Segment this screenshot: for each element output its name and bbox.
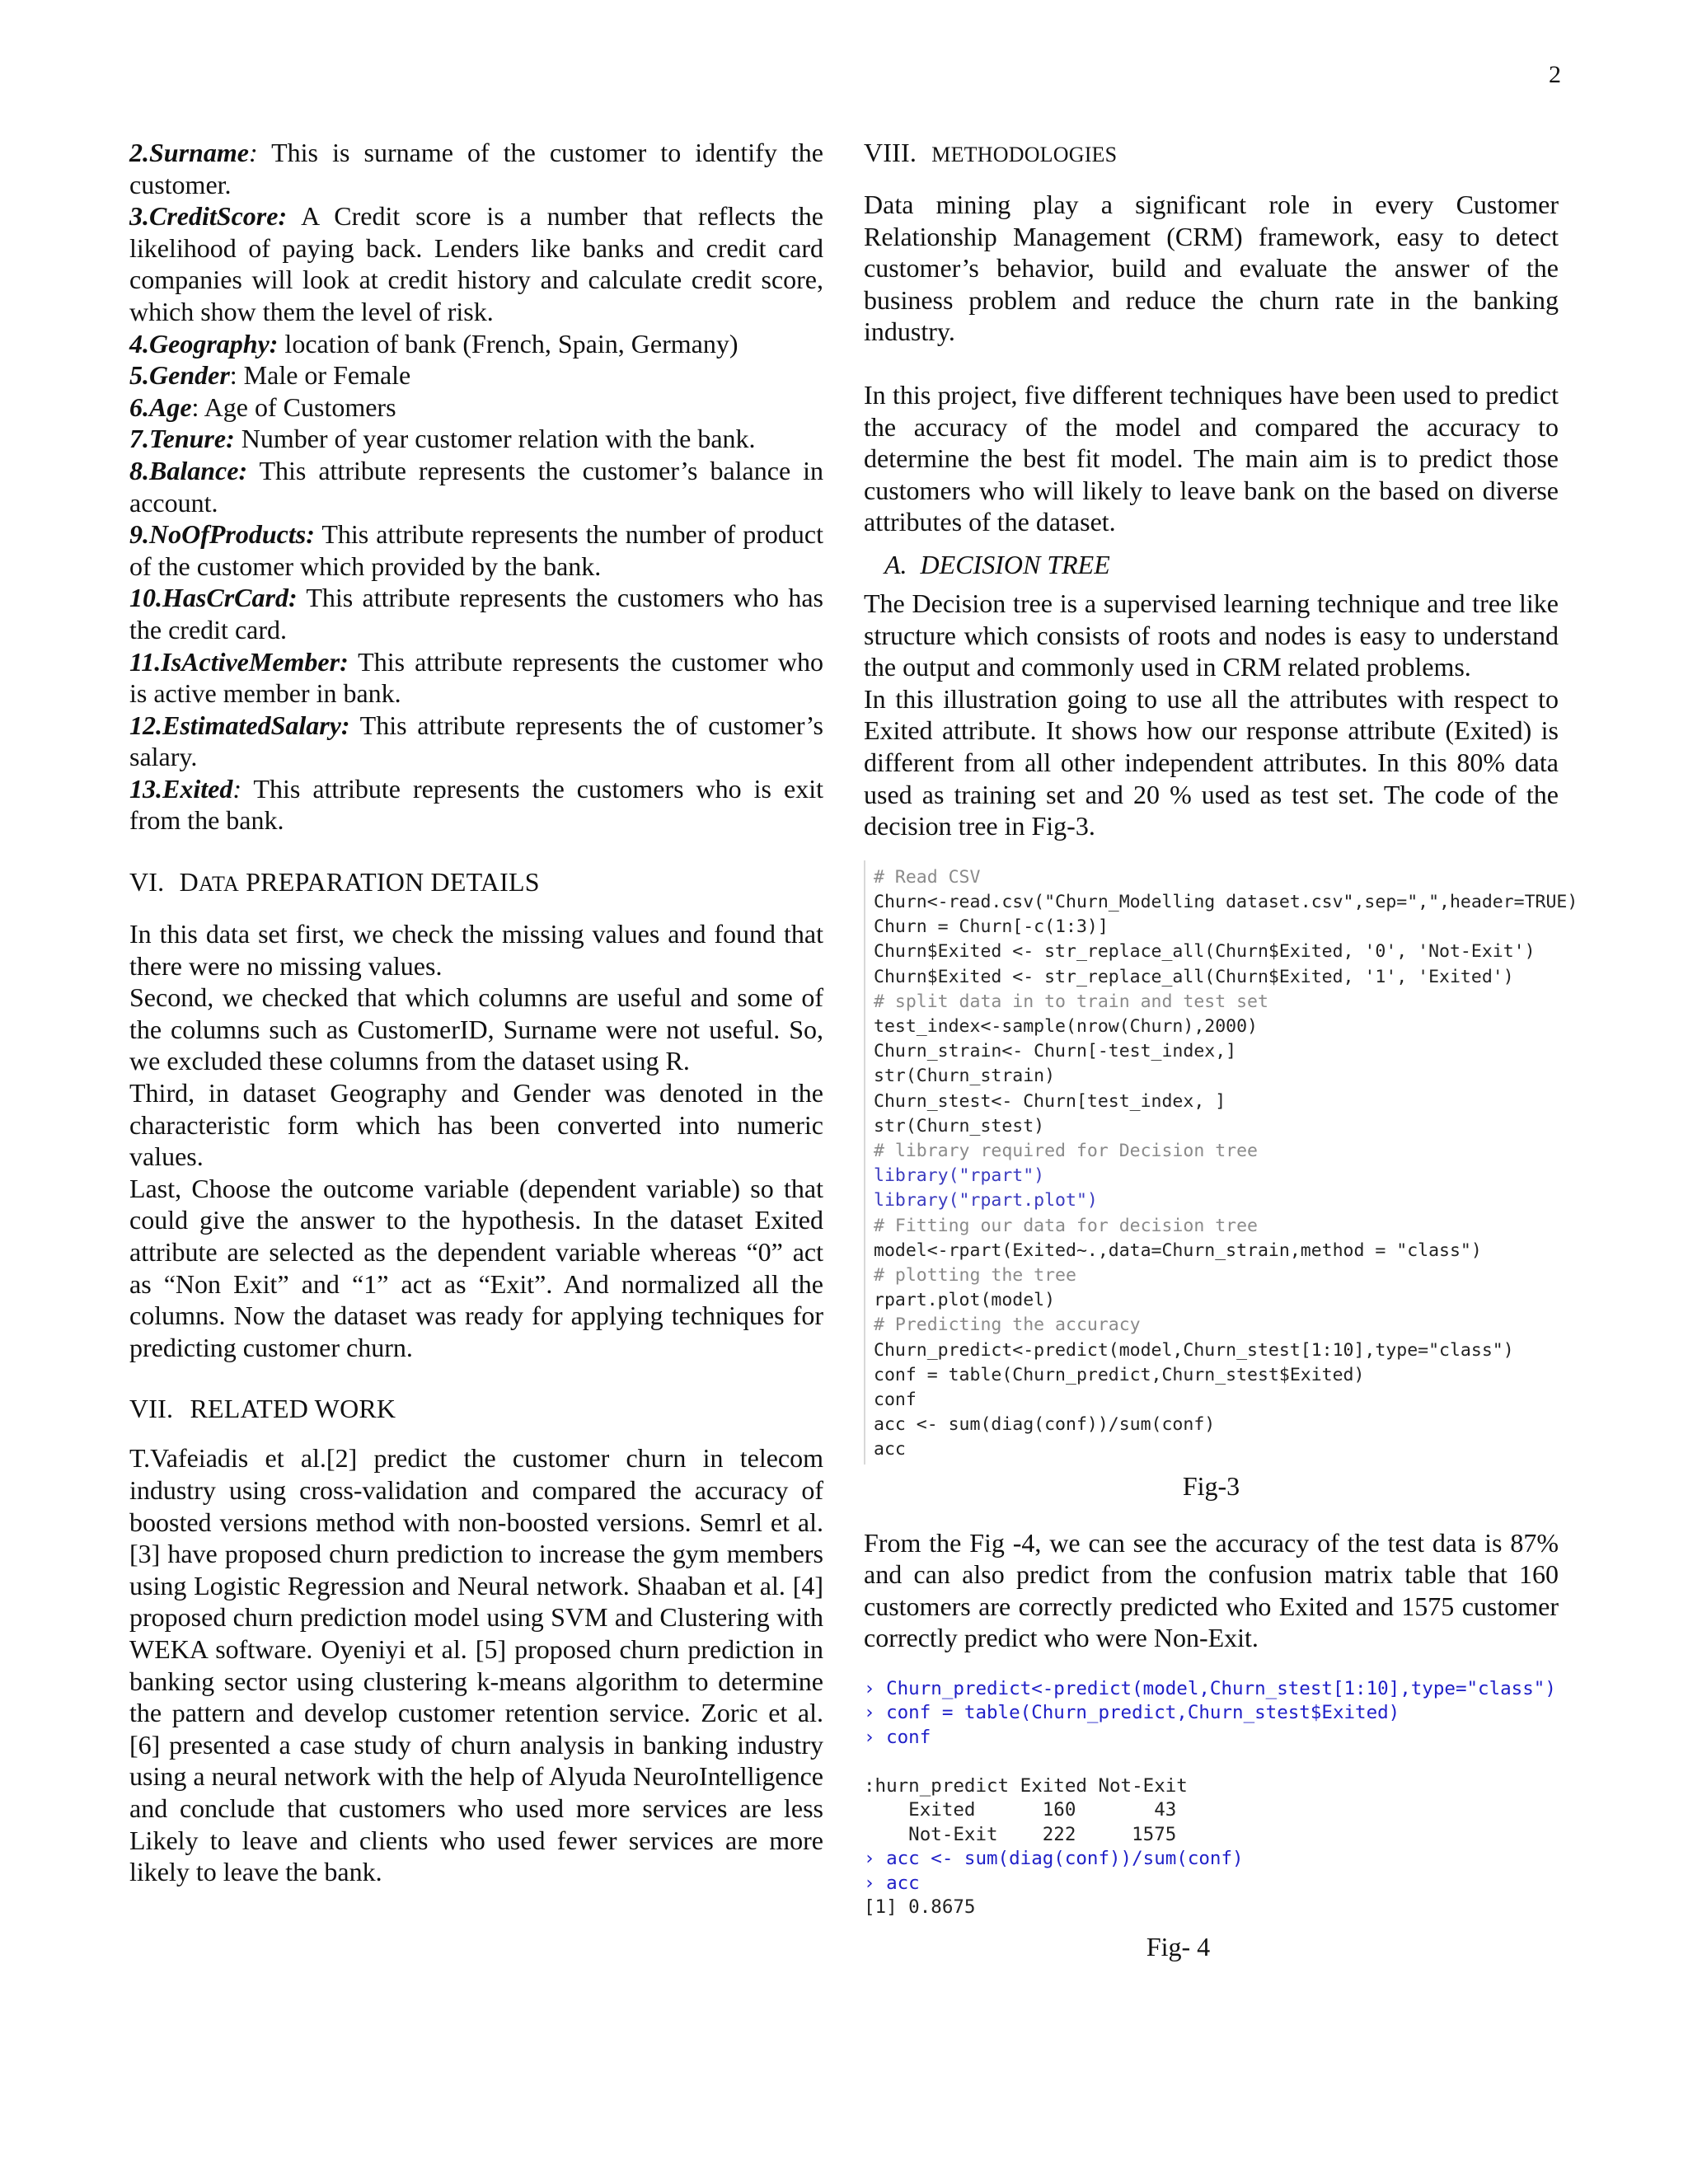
- section-number: VI.: [129, 867, 165, 898]
- code-line: Churn_predict<-predict(model,Churn_stest[1:10],type="class"): [874, 1339, 1514, 1361]
- attribute-definition: [129, 710, 823, 773]
- attribute-description: This attribute represents the customers who has the credit card.: [129, 583, 823, 644]
- attribute-name: 8.Balance:: [129, 455, 248, 485]
- attribute-description: This is surname of the customer to identify the customer.: [129, 138, 823, 199]
- code-line: rpart.plot(model): [874, 1290, 1056, 1311]
- code-comment-line: # split data in to train and test set: [874, 991, 1268, 1012]
- subsection-title: DECISION TREE: [920, 549, 1110, 579]
- attribute-definition: [129, 518, 823, 582]
- section-title: RELATED WORK: [190, 1394, 396, 1424]
- attribute-name: 6.Age: [129, 391, 192, 422]
- attribute-definition: [129, 455, 823, 518]
- code-comment-line: # Predicting the accuracy: [874, 1315, 1141, 1336]
- attribute-separator: :: [248, 138, 258, 167]
- attribute-definition: [129, 646, 823, 710]
- decision-tree-paragraph-1: The Decision tree is a supervised learning technique and tree like structure which consists of roots and nodes is easy to understand the output and commonly used in CRM related problems.: [864, 588, 1559, 682]
- attribute-description: This attribute represents the customer who is active member in bank.: [129, 646, 823, 709]
- data-preparation-paragraph: Second, we checked that which columns are useful and some of the columns such as CustomerID, Surname were not useful. So, we excluded these columns from the dataset using R.: [129, 982, 823, 1076]
- code-comment-line: # Fitting our data for decision tree: [874, 1215, 1258, 1236]
- methodologies-paragraph-1: Data mining play a significant role in every Customer Relationship Management (CRM) framework, easy to detect customer’s behavior, build and evaluate the answer of the business problem and reduce the churn rate in the banking industry.: [864, 190, 1559, 347]
- subsection-heading-decision-tree: [864, 548, 1559, 581]
- data-preparation-paragraph: In this data set first, we check the missing values and found that there were no missing values.: [129, 919, 823, 981]
- console-output-line: [864, 1750, 1559, 1774]
- code-line: model<-rpart(Exited~.,data=Churn_strain,method = "class"): [874, 1240, 1482, 1261]
- code-comment-line: # library required for Decision tree: [874, 1140, 1258, 1161]
- attribute-description: This attribute represents the number of product of the customer which provided by the bank.: [129, 519, 823, 581]
- section-heading-methodologies: [864, 137, 1559, 171]
- console-output-line: Not-Exit 222 1575: [864, 1823, 1177, 1845]
- attribute-definition: [129, 328, 823, 360]
- left-column: [129, 137, 823, 1888]
- decision-tree-paragraph-2: In this illustration going to use all the attributes with respect to Exited attribute. It shows how our response attribute (Exited) is different from all other independent attributes. In this 80% data used as training set and 20 % used as test set. The code of the decision tree in Fig-3.: [864, 683, 1559, 841]
- console-output-line: Exited 160 43: [864, 1799, 1177, 1821]
- section-heading-related-work: [129, 1393, 823, 1424]
- attribute-list: [129, 137, 823, 837]
- attribute-description: Number of year customer relation with the bank.: [234, 424, 756, 454]
- code-line: Churn$Exited <- str_replace_all(Churn$Exited, '0', 'Not-Exit'): [874, 941, 1536, 963]
- attribute-name: 11.IsActiveMember:: [129, 646, 349, 677]
- attribute-description: This attribute represents the customers who is exit from the bank.: [129, 773, 823, 836]
- attribute-name: 9.NoOfProducts:: [129, 519, 315, 550]
- attribute-definition: [129, 773, 823, 837]
- console-command-line: › acc <- sum(diag(conf))/sum(conf): [864, 1848, 1244, 1870]
- attribute-description: This attribute represents the of customer’s salary.: [129, 710, 823, 772]
- console-command-line: › conf: [864, 1726, 931, 1748]
- code-line: str(Churn_strain): [874, 1066, 1056, 1087]
- section-heading-data-preparation: [129, 866, 823, 900]
- attribute-definition: [129, 582, 823, 645]
- attribute-definition: [129, 200, 823, 327]
- attribute-definition: [129, 391, 823, 424]
- code-line: Churn_strain<- Churn[-test_index,]: [874, 1041, 1237, 1062]
- console-command-line: › Churn_predict<-predict(model,Churn_stest[1:10],type="class"): [864, 1677, 1556, 1699]
- code-line: str(Churn_stest): [874, 1115, 1045, 1137]
- code-line: Churn_stest<- Churn[test_index, ]: [874, 1090, 1226, 1112]
- attribute-separator: :: [229, 360, 237, 391]
- code-line: library("rpart.plot"): [874, 1190, 1098, 1212]
- attribute-description: This attribute represents the customer’s balance in account.: [129, 455, 823, 518]
- attribute-separator: :: [232, 773, 241, 804]
- methodologies-paragraph-2: In this project, five different techniques have been used to predict the accuracy of the model and compared the accuracy to determine the best fit model. The main aim is to predict those customers who will likely to leave bank on the based on diverse attributes of the dataset.: [864, 379, 1559, 537]
- section-number: VIII.: [864, 138, 917, 167]
- code-comment-line: # plotting the tree: [874, 1264, 1076, 1286]
- fig4-description-paragraph: From the Fig -4, we can see the accuracy of the test data is 87% and can also predict from the confusion matrix table that 160 customers are correctly predicted who Exited and 1575 customer correctly predict who were Non-Exit.: [864, 1527, 1559, 1653]
- attribute-name: 4.Geography:: [129, 328, 279, 359]
- code-line: conf = table(Churn_predict,Churn_stest$Exited): [874, 1364, 1365, 1385]
- console-output-line: :hurn_predict Exited Not-Exit: [864, 1774, 1188, 1797]
- subsection-label: A.: [884, 549, 907, 579]
- r-code-figure: [864, 860, 1578, 1465]
- section-title-first: D: [179, 867, 199, 898]
- section-number: VII.: [129, 1394, 174, 1424]
- section-title-small: ATA: [198, 872, 239, 897]
- attribute-name: 13.Exited: [129, 773, 233, 804]
- figure-caption-fig3: Fig-3: [1182, 1470, 1240, 1501]
- code-line: acc: [874, 1439, 906, 1460]
- code-line: conf: [874, 1389, 917, 1410]
- data-preparation-paragraph: Third, in dataset Geography and Gender was denoted in the characteristic form which has been converted into numeric values.: [129, 1078, 823, 1172]
- attribute-definition: [129, 359, 823, 391]
- attribute-name: 5.Gender: [129, 360, 230, 391]
- section-title: METHODOLOGIES: [931, 143, 1118, 166]
- code-line: acc <- sum(diag(conf))/sum(conf): [874, 1414, 1216, 1436]
- attribute-description: Male or Female: [237, 360, 411, 391]
- attribute-definition: [129, 423, 823, 455]
- attribute-description: Age of Customers: [199, 391, 396, 422]
- attribute-name: 7.Tenure:: [129, 424, 235, 454]
- figure-caption-fig4: Fig- 4: [1146, 1931, 1211, 1961]
- console-command-line: › conf = table(Churn_predict,Churn_stest$Exited): [864, 1702, 1400, 1724]
- attribute-name: 12.EstimatedSalary:: [129, 710, 350, 740]
- code-line: Churn$Exited <- str_replace_all(Churn$Exited, '1', 'Exited'): [874, 966, 1514, 987]
- related-work-paragraph: T.Vafeiadis et al.[2] predict the customer churn in telecom industry using cross-validation and compared the accuracy of boosted versions method with non-boosted versions. Semrl et al. [3] have proposed churn prediction to increase the gym members using Logistic Regression and Neural network. Shaaban et al. [4] proposed churn prediction model using SVM and Clustering with WEKA software. Oyeniyi et al. [5] proposed churn prediction in banking sector using clustering k-means algorithm to determine the pattern and develop customer retention service. Zoric et al. [6] presented a case study of churn analysis in banking industry using a neural network with the help of Alyuda NeuroIntelligence and conclude that customers who used more services are less Likely to leave and clients who used fewer services are more likely to leave the bank.: [129, 1443, 823, 1887]
- console-command-line: › acc: [864, 1872, 920, 1894]
- attribute-description: A Credit score is a number that reflects the likelihood of paying back. Lenders like banks and credit card companies will look at credit history and calculate credit score, which show them the level of risk.: [129, 201, 823, 326]
- attribute-definition: [129, 137, 823, 200]
- code-comment-line: # Read CSV: [874, 866, 981, 888]
- code-line: library("rpart"): [874, 1165, 1045, 1187]
- console-output-line: [1] 0.8675: [864, 1896, 976, 1919]
- attribute-name: 10.HasCrCard:: [129, 583, 298, 613]
- code-line: test_index<-sample(nrow(Churn),2000): [874, 1015, 1258, 1037]
- attribute-name: 3.CreditScore:: [129, 201, 288, 232]
- data-preparation-text: [129, 918, 823, 1363]
- section-title-rest: PREPARATION DETAILS: [238, 867, 540, 898]
- attribute-name: 2.Surname: [129, 138, 249, 167]
- attribute-description: location of bank (French, Spain, Germany): [278, 328, 738, 359]
- r-console-output-figure: [864, 1675, 1559, 1920]
- code-line: Churn<-read.csv("Churn_Modelling dataset.csv",sep=",",header=TRUE): [874, 891, 1578, 912]
- data-preparation-paragraph: Last, Choose the outcome variable (dependent variable) so that could give the answer to the hypothesis. In the dataset Exited attribute are selected as the dependent variable whereas “0” act as “Non Exit” and “1” act as “Exit”. And normalized all the columns. Now the dataset was ready for applying techniques for predicting customer churn.: [129, 1173, 823, 1362]
- right-column: [864, 137, 1578, 1963]
- code-line: Churn = Churn[-c(1:3)]: [874, 916, 1109, 938]
- attribute-separator: :: [191, 391, 199, 422]
- page-number: 2: [1549, 61, 1561, 88]
